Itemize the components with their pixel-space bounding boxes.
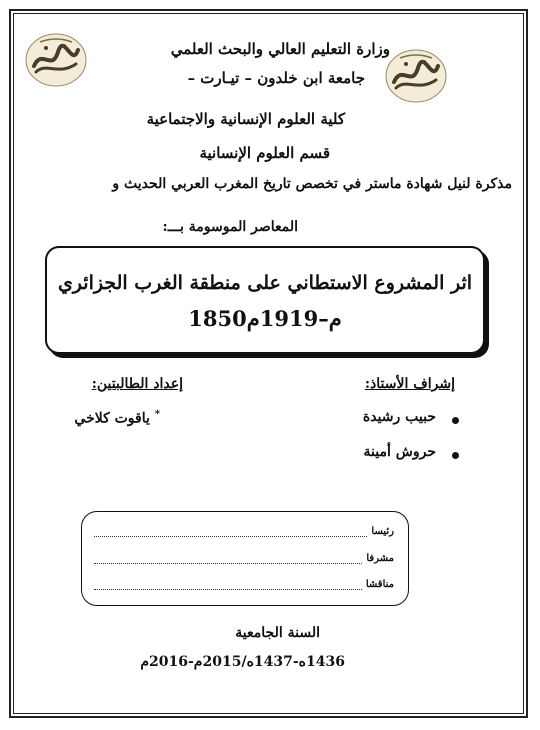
student-name-1: * ياقوت كلاخي — [74, 409, 160, 427]
thesis-title-box — [45, 246, 485, 354]
jury-row-supervisor: مشرفا — [94, 548, 394, 564]
bullet-icon — [452, 417, 459, 424]
faculty-name: كلية العلوم الإنسانية والاجتماعية — [146, 110, 345, 128]
academic-year-label: السنة الجامعية — [235, 625, 320, 641]
university-logo-right — [384, 48, 448, 104]
thesis-intro-line-1: مذكرة لنيل شهادة ماستر في تخصص تاريخ المغرب العربي الحديث و — [112, 176, 512, 192]
students-heading: إعداد الطالبتين: — [91, 376, 183, 392]
dotted-line — [94, 553, 362, 564]
dotted-line — [94, 526, 367, 537]
supervisor-name-2: حروش أمينة — [363, 444, 436, 460]
ministry-name: وزارة التعليم العالي والبحث العلمي — [170, 40, 390, 58]
university-name: جامعة ابن خلدون – تيـارت – — [187, 69, 365, 87]
thesis-intro-line-2: المعاصر الموسومة بـــ: — [162, 219, 298, 235]
thesis-period: 1850م–1919م — [188, 306, 342, 331]
academic-year: 1436ه-1437ه/2015م-2016م — [140, 654, 345, 670]
thesis-title: اثر المشروع الاستطاني على منطقة الغرب الجزائري — [57, 272, 473, 294]
university-logo-left — [24, 32, 88, 88]
asterisk-icon: * — [154, 409, 160, 420]
dotted-line — [94, 579, 362, 590]
department-name: قسم العلوم الإنسانية — [199, 144, 330, 162]
bullet-icon — [452, 452, 459, 459]
supervisor-heading: إشراف الأستاذ: — [364, 376, 455, 392]
supervisor-name-1: حبيب رشيدة — [362, 409, 436, 425]
jury-row-president: رئيسا — [94, 521, 394, 537]
jury-row-examiner: مناقشا — [94, 574, 394, 590]
jury-box — [81, 511, 409, 606]
